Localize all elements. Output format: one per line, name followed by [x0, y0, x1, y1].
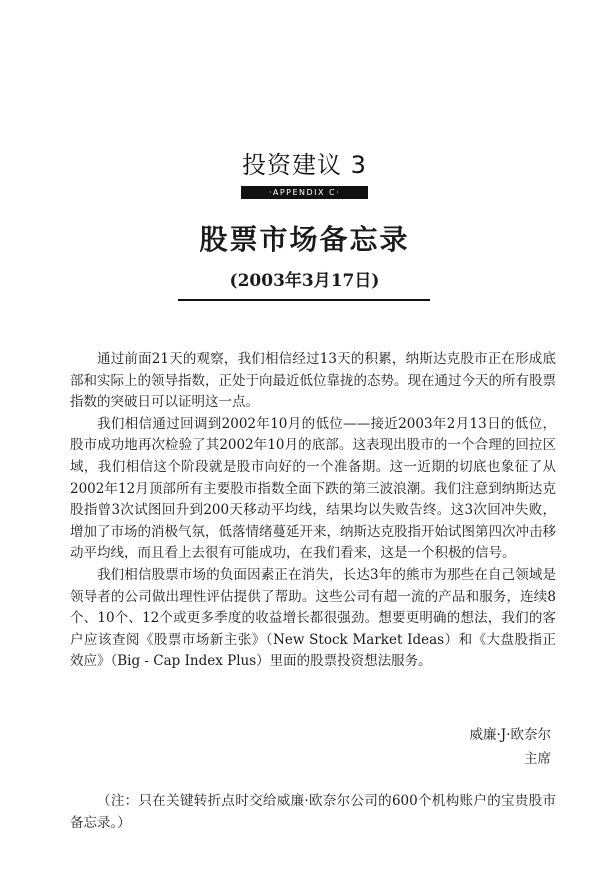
- signature-block: [470, 723, 552, 771]
- footnote-text: （注：只在关键转折点时交给威廉·欧奈尔公司的600个机构账户的宝贵股市备忘录。）: [70, 793, 556, 831]
- body-paragraph: 我们相信股票市场的负面因素正在消失，长达3年的熊市为那些在自己领域是领导者的公司做出理性评估提供了帮助。这些公司有超一流的产品和服务，连续8个、10个、12个或更多季度的收益增长都很强劲。想要更明确的想法，我们的客户应该查阅《股票市场新主张》（New Stock Market Ideas）和《大盘股指正效应》（Big - Cap Index Plus）里面的股票投资想法服务。: [70, 566, 556, 670]
- body-paragraph: 通过前面21天的观察，我们相信经过13天的积累，纳斯达克股市正在形成底部和实际上的领导指数，正处于向最近低位靠拢的态势。现在通过今天的所有股票指数的突破日可以证明这一点。: [70, 351, 556, 411]
- memo-date: (2003年3月17日): [229, 271, 380, 291]
- signature-name: 威廉·J·欧奈尔: [469, 727, 551, 743]
- memo-title: 股票市场备忘录: [199, 223, 410, 256]
- section-title: 投资建议 3: [242, 151, 367, 179]
- body-paragraph: 我们相信通过回调到2002年10月的低位——接近2003年2月13日的低位，股市成功地再次检验了其2002年10月的底部。这表现出股市的一个合理的回拉区域，我们相信这个阶段就是股市向好的一个准备期。这一近期的切底也象征了从2002年12月顶部所有主要股市指数全面下跌的第三波浪潮。我们注意到纳斯达克股指曾3次试图回升到200天移动平均线，结果均以失败告终。这3次回冲失败，增加了市场的消极气氛，低落情绪蔓延开来，纳斯达克股指开始试图第四次冲击移动平均线，而且看上去很有可能成功，在我们看来，这是一个积极的信号。: [70, 415, 556, 562]
- section-header: [0, 150, 609, 199]
- appendix-label: ·APPENDIX C·: [241, 186, 368, 199]
- footnote: [70, 791, 556, 834]
- signature-role: 主席: [524, 751, 551, 767]
- title-divider: [178, 299, 430, 301]
- memo-body: [70, 349, 556, 673]
